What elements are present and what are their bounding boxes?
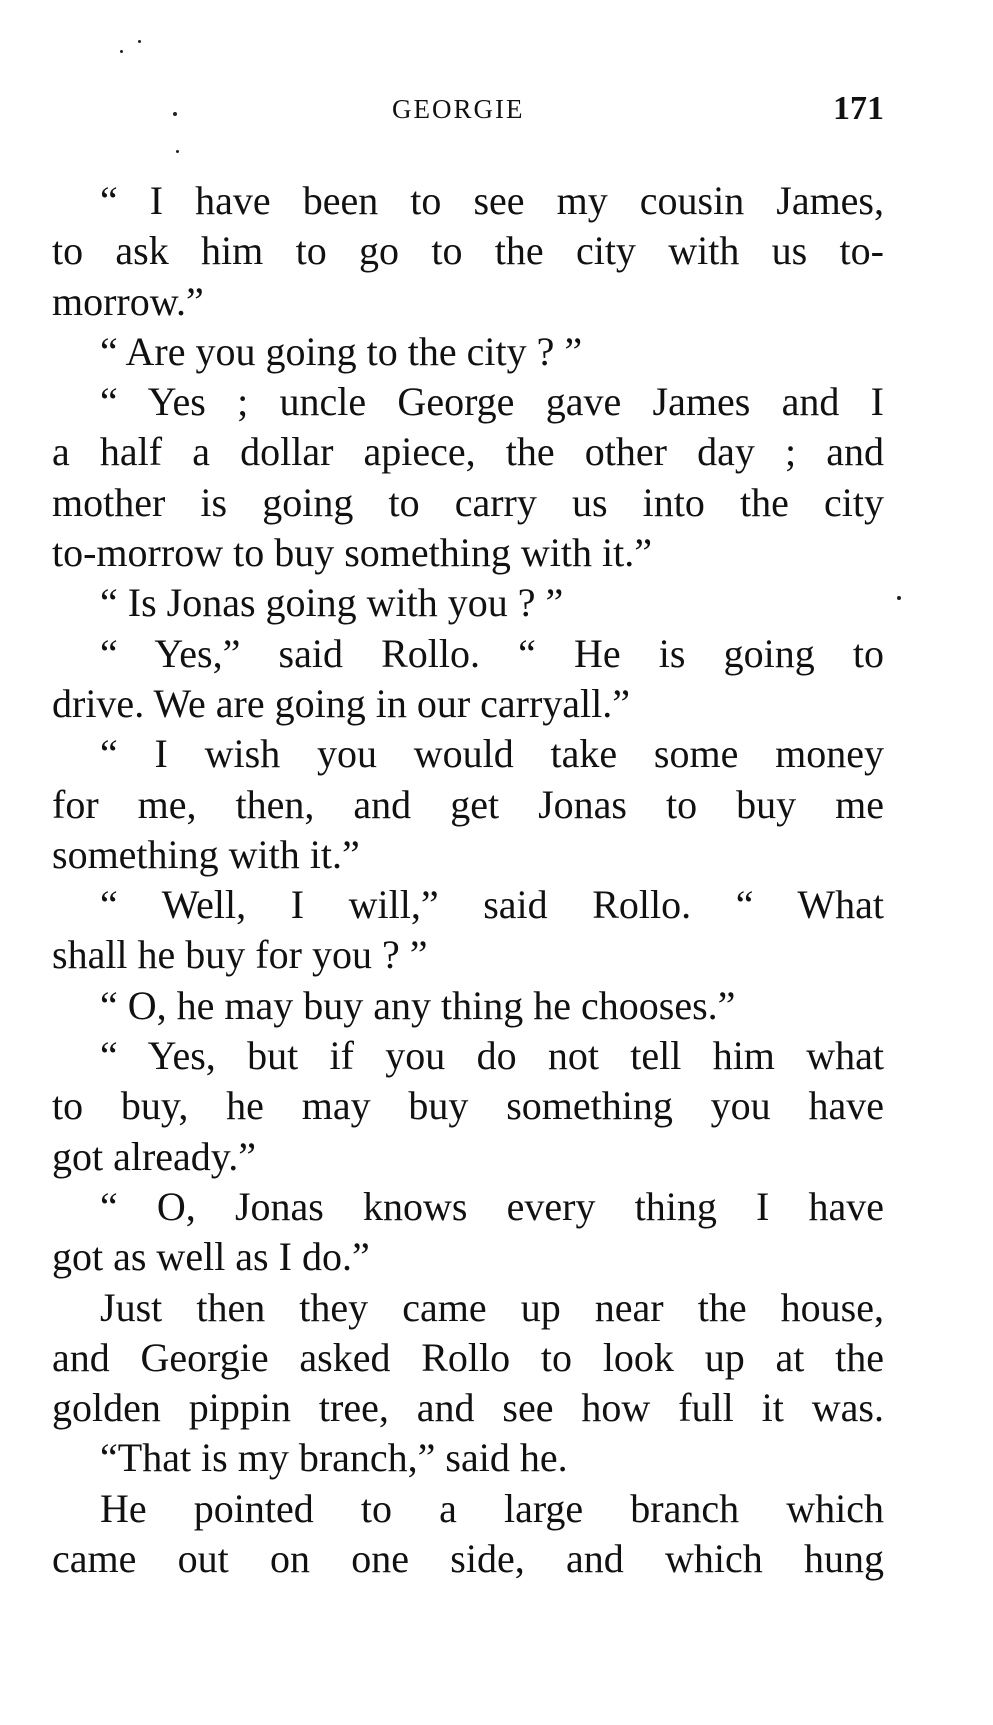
print-speck	[120, 50, 123, 53]
running-header	[52, 90, 884, 134]
text-line: “ Well, I will,” said Rollo. “ What	[100, 882, 884, 928]
text-line: “ Yes ; uncle George gave James and I	[100, 379, 884, 425]
text-line: got already.”	[52, 1133, 256, 1179]
text-line: for me, then, and get Jonas to buy me	[52, 781, 884, 827]
text-line: “ Are you going to the city ? ”	[100, 328, 583, 374]
text-line: shall he buy for you ? ”	[52, 932, 428, 978]
print-speck	[897, 596, 901, 600]
text-line: “That is my branch,” said he.	[100, 1435, 568, 1481]
text-line: “ Yes,” said Rollo. “ He is going to	[100, 630, 884, 676]
body-text	[52, 176, 884, 1584]
text-line: golden pippin tree, and see how full it was.	[52, 1385, 884, 1431]
text-line: to-morrow to buy something with it.”	[52, 530, 652, 576]
text-line: “ I wish you would take some money	[100, 731, 884, 777]
text-line: “ O, Jonas knows every thing I have	[100, 1183, 884, 1229]
text-line: He pointed to a large branch which	[100, 1485, 884, 1531]
text-line: to buy, he may buy something you have	[52, 1083, 884, 1129]
text-line: and Georgie asked Rollo to look up at the	[52, 1334, 884, 1380]
text-line: something with it.”	[52, 831, 360, 877]
print-speck	[138, 40, 141, 43]
text-line: “ I have been to see my cousin James,	[100, 178, 884, 223]
text-line: “ O, he may buy any thing he chooses.”	[100, 982, 736, 1028]
running-title: GEORGIE	[392, 94, 525, 124]
text-line: came out on one side, and which hung	[52, 1536, 884, 1582]
text-line: mother is going to carry us into the city	[52, 479, 884, 525]
text-line: got as well as I do.”	[52, 1234, 370, 1280]
text-line: to ask him to go to the city with us to-	[52, 228, 884, 274]
text-line: morrow.”	[52, 278, 204, 324]
text-line: “ Is Jonas going with you ? ”	[100, 580, 564, 626]
text-line: drive. We are going in our carryall.”	[52, 680, 631, 726]
page-number: 171	[833, 90, 884, 127]
print-speck	[176, 150, 179, 153]
text-line: “ Yes, but if you do not tell him what	[100, 1033, 884, 1079]
text-line: Just then they came up near the house,	[100, 1284, 884, 1330]
text-line: a half a dollar apiece, the other day ; and	[52, 429, 884, 475]
